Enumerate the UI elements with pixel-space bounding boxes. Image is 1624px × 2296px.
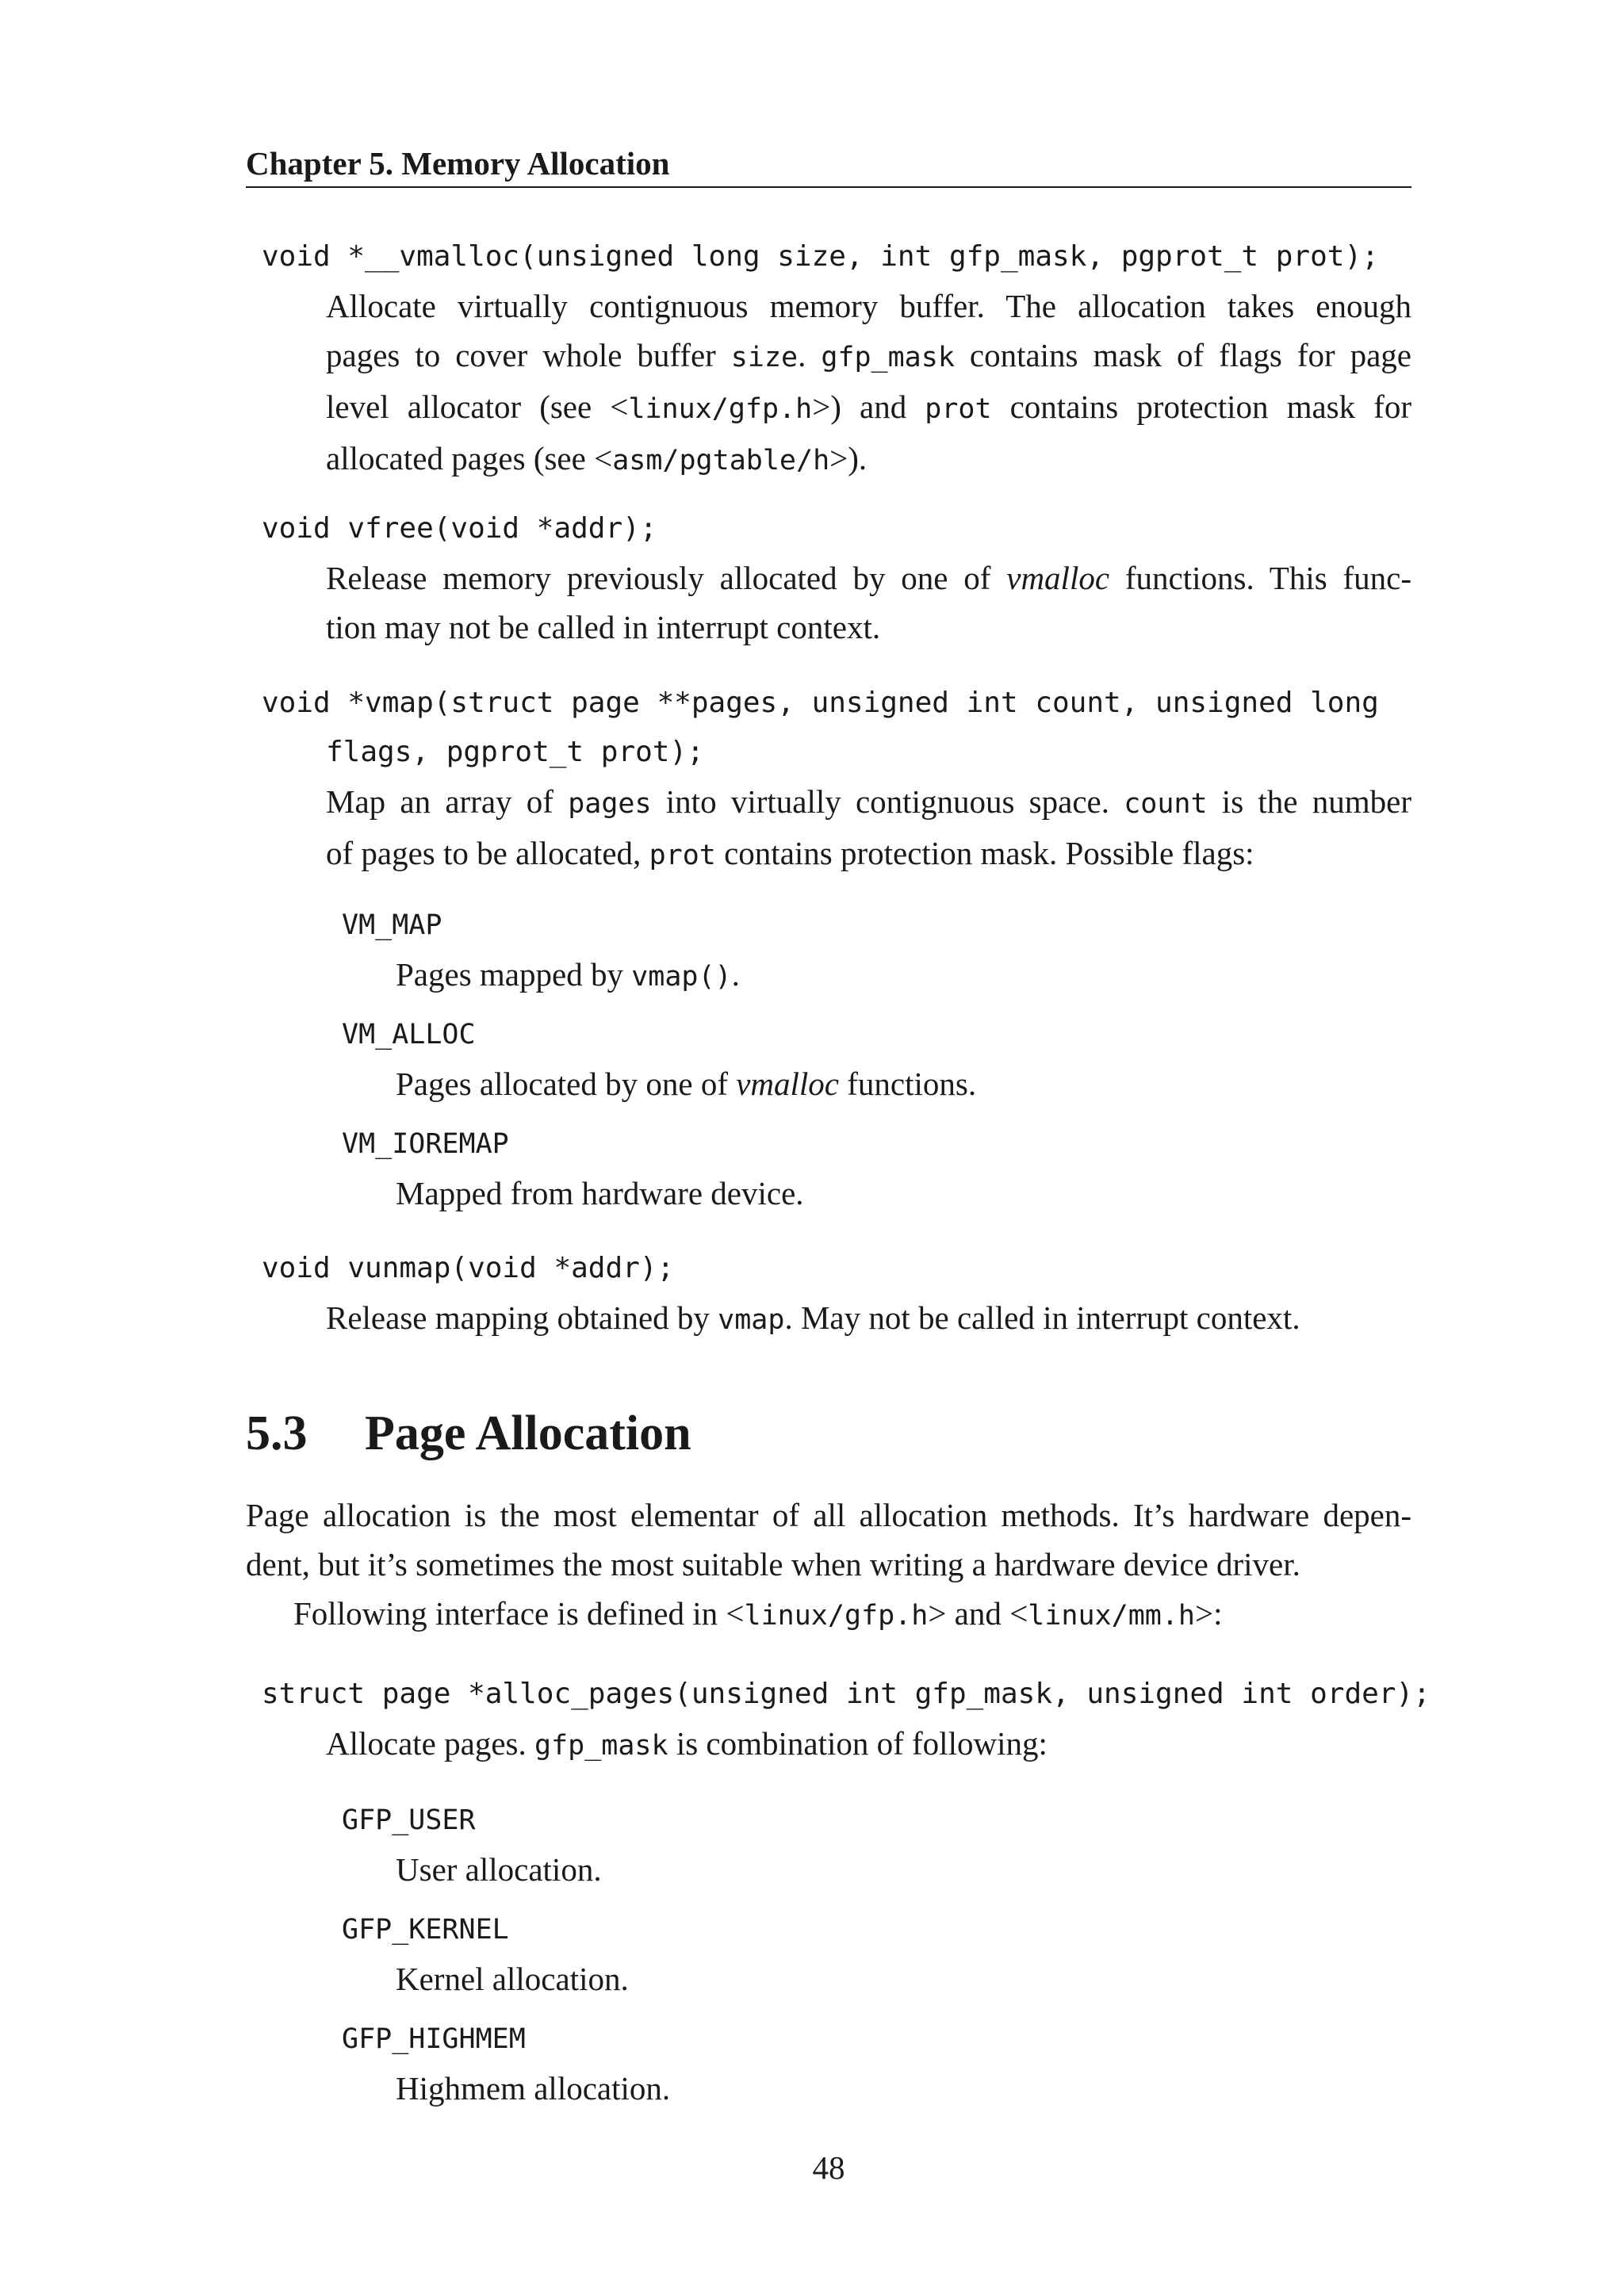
flag-description: Pages mapped by vmap().	[396, 956, 740, 993]
section-paragraph	[246, 1490, 1411, 1640]
text-line: of pages to be allocated, prot contains protection mask. Possible flags:	[326, 835, 1254, 871]
text-line: allocated pages (see <asm/pgtable/h>).	[326, 440, 868, 476]
flag-description: Pages allocated by one of vmalloc functions.	[396, 1066, 977, 1102]
alloc-pages-description: Allocate pages. gfp_mask is combination of following:	[326, 1725, 1048, 1762]
flag-description: Kernel allocation.	[396, 1961, 629, 1997]
flag-description: Highmem allocation.	[396, 2070, 671, 2107]
section-heading	[246, 1402, 691, 1465]
text-line: Allocate virtually contignuous memory buffer. The allocation takes enough	[326, 288, 1411, 324]
vmap-signature: void *vmap(struct page **pages, unsigned int count, unsigned long	[262, 687, 1379, 719]
vunmap-signature: void vunmap(void *addr);	[262, 1252, 675, 1284]
running-header: Chapter 5. Memory Allocation	[246, 145, 670, 182]
text-line: tion may not be called in interrupt context.	[326, 609, 881, 645]
alloc-pages-signature: struct page *alloc_pages(unsigned int gfp_mask, unsigned int order);	[262, 1678, 1431, 1710]
vfree-signature: void vfree(void *addr);	[262, 512, 657, 545]
page-number: 48	[812, 2149, 845, 2186]
vmalloc-description	[326, 281, 1411, 485]
text-line: pages to cover whole buffer size. gfp_mask contains mask of flags for page	[326, 337, 1412, 373]
text-line: Map an array of pages into virtually contignuous space. count is the number	[326, 783, 1411, 820]
flag-term: GFP_USER	[342, 1804, 476, 1836]
flag-term: GFP_KERNEL	[342, 1914, 509, 1946]
vmap-description	[326, 777, 1411, 880]
text-line: Page allocation is the most elementar of all allocation methods. It’s hardware depen-	[246, 1497, 1411, 1533]
section-number: 5.3	[246, 1406, 308, 1460]
flag-term: GFP_HIGHMEM	[342, 2023, 526, 2055]
flag-term: VM_ALLOC	[342, 1019, 476, 1050]
flag-description: User allocation.	[396, 1851, 602, 1888]
text-line: dent, but it’s sometimes the most suitable when writing a hardware device driver.	[246, 1546, 1300, 1582]
text-line: Following interface is defined in <linux/gfp.h> and <linux/mm.h>:	[293, 1595, 1223, 1632]
text-line: level allocator (see <linux/gfp.h>) and prot contains protection mask for	[326, 388, 1411, 425]
flag-description: Mapped from hardware device.	[396, 1175, 804, 1211]
vmap-signature-cont: flags, pgprot_t prot);	[326, 736, 704, 768]
vfree-description	[326, 553, 1411, 652]
flag-term: VM_MAP	[342, 909, 442, 941]
vmalloc-signature: void *__vmalloc(unsigned long size, int gfp_mask, pgprot_t prot);	[262, 240, 1379, 273]
section-title: Page Allocation	[365, 1406, 691, 1460]
flag-term: VM_IOREMAP	[342, 1128, 509, 1160]
text-line: Release memory previously allocated by one of vmalloc functions. This func-	[326, 560, 1411, 596]
header-rule	[246, 186, 1411, 188]
vunmap-description: Release mapping obtained by vmap. May not be called in interrupt context.	[326, 1299, 1300, 1336]
